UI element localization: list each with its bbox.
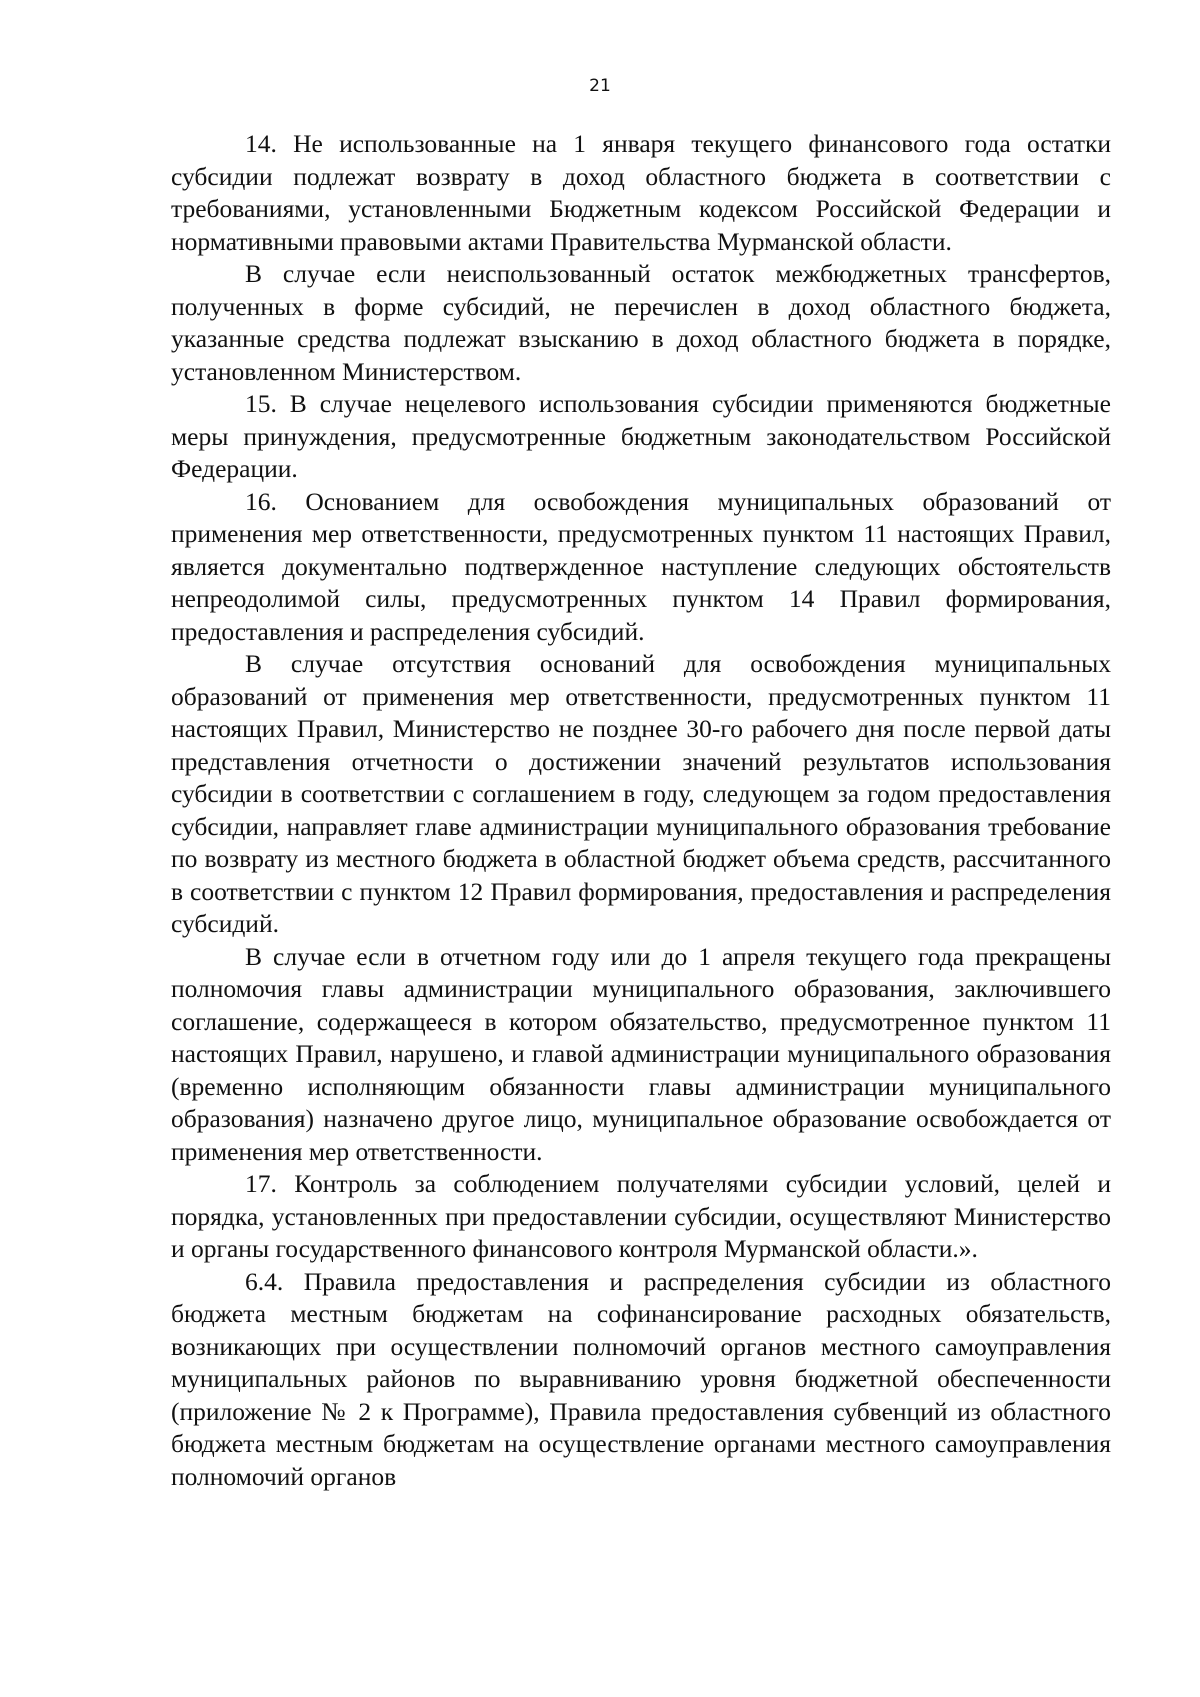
- paragraph-unused-transfers: В случае если неиспользованный остаток межбюджетных трансфертов, полученных в форме субсидий, не перечислен в доход областного бюджета, указанные средства подлежат взысканию в доход областного бюджета в порядке, установленном Министерством.: [171, 259, 1111, 386]
- paragraph-item-17: 17. Контроль за соблюдением получателями субсидии условий, целей и порядка, установленных при предоставлении субсидии, осуществляют Министерство и органы государственного финансового контроля Мурманской области.».: [171, 1169, 1111, 1263]
- paragraph-item-15: 15. В случае нецелевого использования субсидии применяются бюджетные меры принуждения, предусмотренные бюджетным законодательством Российской Федерации.: [171, 389, 1111, 483]
- paragraph-item-6-4: 6.4. Правила предоставления и распределения субсидии из областного бюджета местным бюджетам на софинансирование расходных обязательств, возникающих при осуществлении полномочий органов местного самоуправления муниципальных районов по выравниванию уровня бюджетной обеспеченности (приложение № 2 к Программе), Правила предоставления субвенций из областного бюджета местным бюджетам на осуществление органами местного самоуправления полномочий органов: [171, 1266, 1111, 1491]
- document-body: [171, 128, 1111, 1493]
- page-number: 21: [589, 76, 611, 96]
- paragraph-item-14: 14. Не использованные на 1 января текущего финансового года остатки субсидии подлежат возврату в доход областного бюджета в соответствии с требованиями, установленными Бюджетным кодексом Российской Федерации и нормативными правовыми актами Правительства Мурманской области.: [171, 129, 1111, 256]
- paragraph-no-grounds: В случае отсутствия оснований для освобождения муниципальных образований от применения мер ответственности, предусмотренных пунктом 11 настоящих Правил, Министерство не позднее 30-го рабочего дня после первой даты представления отчетности о достижении значений результатов использования субсидии в соответствии с соглашением в году, следующем за годом предоставления субсидии, направляет главе администрации муниципального образования требование по возврату из местного бюджета в областной бюджет объема средств, рассчитанного в соответствии с пунктом 12 Правил формирования, предоставления и распределения субсидий.: [171, 649, 1111, 938]
- paragraph-item-16: 16. Основанием для освобождения муниципальных образований от применения мер ответственности, предусмотренных пунктом 11 настоящих Правил, является документально подтвержденное наступление следующих обстоятельств непреодолимой силы, предусмотренных пунктом 14 Правил формирования, предоставления и распределения субсидий.: [171, 486, 1111, 646]
- paragraph-powers-terminated: В случае если в отчетном году или до 1 апреля текущего года прекращены полномочия главы администрации муниципального образования, заключившего соглашение, содержащееся в котором обязательство, предусмотренное пунктом 11 настоящих Правил, нарушено, и главой администрации муниципального образования (временно исполняющим обязанности главы администрации муниципального образования) назначено другое лицо, муниципальное образование освобождается от применения мер ответственности.: [171, 941, 1111, 1166]
